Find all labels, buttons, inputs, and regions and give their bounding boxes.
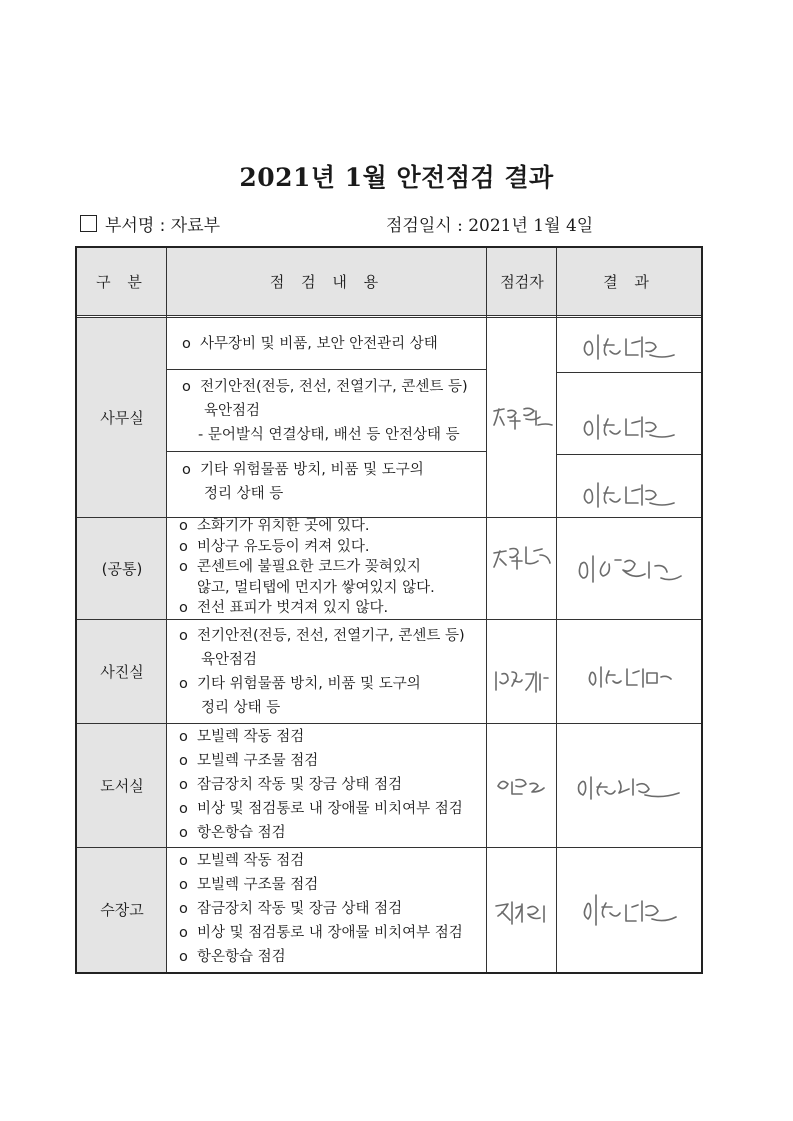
category-photo-room: 사진실 (100, 662, 144, 681)
inspector-signature-photo-room (487, 661, 557, 701)
header-result: 결 과 (557, 248, 701, 315)
result-signature (562, 328, 697, 368)
list-item: o 비상구 유도등이 켜져 있다. (179, 538, 370, 555)
list-item: o 모빌렉 작동 점검 (179, 853, 305, 869)
storage-items (179, 849, 484, 969)
list-item: o 항온항습 점검 (179, 825, 286, 841)
header-inspector: 점검자 (487, 248, 557, 315)
inspector-signature-common (487, 538, 557, 578)
list-item-continuation: 정리 상태 등 (201, 700, 281, 716)
inspector-signature-library (487, 768, 557, 804)
list-item: o 전기안전(전등, 전선, 전열기구, 콘센트 등) (182, 379, 468, 395)
inspector-signature-office (487, 398, 557, 438)
list-sub-item: - 문어발식 연결상태, 배선 등 안전상태 등 (198, 427, 460, 443)
list-item: o 기타 위험물품 방치, 비품 및 도구의 (179, 676, 421, 692)
list-item: o 소화기가 위치한 곳에 있다. (179, 518, 370, 534)
inspection-table (75, 246, 703, 974)
category-office: 사무실 (100, 408, 144, 427)
category-storage: 수장고 (100, 901, 144, 919)
page-title: 2021년 1월 안전점검 결과 (239, 163, 554, 192)
result-signature (562, 476, 697, 516)
result-signature (562, 888, 697, 932)
category-common: (공통) (101, 559, 143, 578)
office-item-1 (182, 332, 482, 356)
inspector-signature-storage (487, 893, 557, 933)
result-signature (562, 548, 697, 592)
list-item: o 모빌렉 구조물 점검 (179, 753, 319, 769)
category-library: 도서실 (100, 776, 144, 795)
office-item-2 (182, 375, 482, 447)
common-items (179, 516, 484, 619)
list-item-continuation: 육안점검 (201, 652, 258, 668)
list-item: o 전선 표피가 벗겨져 있지 않다. (179, 600, 389, 616)
list-item: o 잠금장치 작동 및 장금 상태 점검 (179, 901, 403, 917)
list-item: o 콘센트에 불필요한 코드가 꽂혀있지 (179, 559, 421, 575)
photo-room-items (179, 624, 484, 720)
list-item: o 사무장비 및 비품, 보안 안전관리 상태 (182, 336, 438, 352)
list-item-continuation: 않고, 멀티탭에 먼지가 쌓여있지 않다. (197, 579, 435, 596)
result-signature (562, 768, 697, 808)
department-line (80, 211, 220, 236)
list-item-continuation: 육안점검 (204, 403, 261, 419)
list-item: o 항온항습 점검 (179, 949, 286, 965)
list-item: o 잠금장치 작동 및 장금 상태 점검 (179, 777, 403, 793)
list-item-continuation: 정리 상태 등 (204, 486, 284, 502)
department-label: 부서명 : 자료부 (105, 216, 221, 236)
list-item: o 모빌렉 작동 점검 (179, 729, 305, 745)
list-item: o 모빌렉 구조물 점검 (179, 877, 319, 893)
list-item: o 전기안전(전등, 전선, 전열기구, 콘센트 등) (179, 628, 465, 644)
list-item: o 기타 위험물품 방치, 비품 및 도구의 (182, 462, 424, 478)
list-item: o 비상 및 점검통로 내 장애물 비치여부 점검 (179, 801, 463, 817)
library-items (179, 725, 484, 845)
list-item: o 비상 및 점검통로 내 장애물 비치여부 점검 (179, 925, 463, 941)
office-item-3 (182, 458, 482, 506)
header-content: 점 검 내 용 (167, 248, 487, 315)
inspection-date: 점검일시 : 2021년 1월 4일 (386, 216, 594, 236)
result-signature (562, 658, 697, 698)
checkbox-icon (80, 215, 97, 232)
header-category: 구 분 (77, 248, 167, 315)
result-signature (562, 408, 697, 448)
